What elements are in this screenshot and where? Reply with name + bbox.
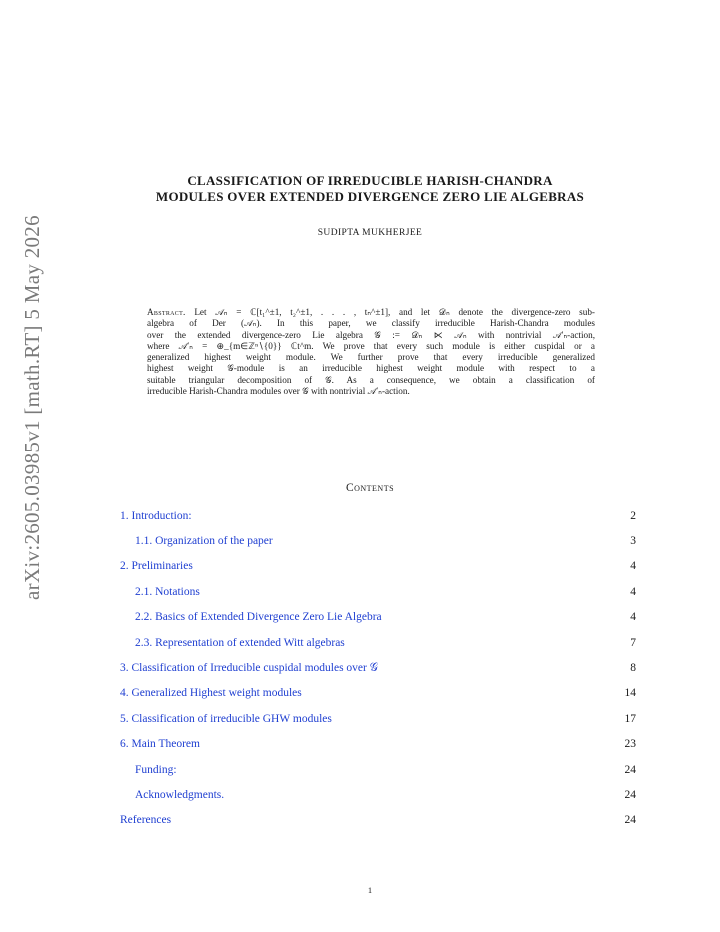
toc-link-acknowledgments[interactable]: Acknowledgments. — [135, 789, 225, 801]
toc-row — [0, 635, 720, 651]
author-name: SUDIPTA MUKHERJEE — [317, 228, 423, 238]
toc-row — [0, 736, 720, 752]
title-line-1: CLASSIFICATION OF IRREDUCIBLE HARISH-CHANDRA — [187, 173, 553, 188]
abstract-line: where 𝒜′ₙ = ⊕_{m∈ℤⁿ∖{0}} ℂt^m. We prove that every such module is either cuspidal or a — [147, 340, 595, 351]
toc-page-number: 17 — [624, 713, 636, 725]
abstract-line-text: Let 𝒜ₙ = ℂ[t₁^±1, t₂^±1, . . . , tₙ^±1], and let 𝒟ₙ denote the divergence-zero sub- — [194, 307, 595, 317]
abstract-line: suitable triangular decomposition of 𝒢. As a consequence, we obtain a classification of — [147, 374, 595, 385]
toc-page-number: 24 — [624, 789, 636, 801]
toc-row — [0, 685, 720, 701]
toc-row — [0, 609, 720, 625]
arxiv-identifier-stamp: arXiv:2605.03985v1 [math.RT] 5 May 2026 — [20, 215, 44, 600]
toc-page-number: 24 — [624, 764, 636, 776]
toc-page-number: 23 — [624, 738, 636, 750]
toc-link-main-theorem[interactable]: 6. Main Theorem — [120, 738, 200, 750]
toc-link-preliminaries[interactable]: 2. Preliminaries — [120, 560, 193, 572]
toc-link-funding[interactable]: Funding: — [135, 764, 177, 776]
toc-page-number: 4 — [630, 611, 636, 623]
toc-row — [0, 762, 720, 778]
toc-link-references[interactable]: References — [120, 814, 172, 826]
toc-row — [0, 558, 720, 574]
title-line-2: MODULES OVER EXTENDED DIVERGENCE ZERO LIE ALGEBRAS — [155, 189, 585, 204]
toc-page-number: 4 — [630, 560, 636, 572]
toc-link-ghw-modules[interactable]: 4. Generalized Highest weight modules — [120, 687, 302, 699]
toc-link-basics[interactable]: 2.2. Basics of Extended Divergence Zero Lie Algebra — [135, 611, 382, 623]
toc-page-number: 14 — [624, 687, 636, 699]
abstract-line: irreducible Harish-Chandra modules over 𝒢 with nontrivial 𝒜′ₙ-action. — [147, 386, 410, 397]
abstract-line: algebra of Der (𝒜ₙ). In this paper, we classify irreducible Harish-Chandra modules — [147, 318, 595, 329]
toc-row — [0, 508, 720, 524]
toc-page-number: 2 — [630, 510, 636, 522]
toc-link-organization[interactable]: 1.1. Organization of the paper — [135, 535, 273, 547]
toc-page-number: 4 — [630, 586, 636, 598]
toc-link-notations[interactable]: 2.1. Notations — [135, 586, 200, 598]
page-number: 1 — [367, 885, 373, 895]
toc-page-number: 3 — [630, 535, 636, 547]
toc-link-introduction[interactable]: 1. Introduction: — [120, 510, 192, 522]
toc-page-number: 24 — [624, 814, 636, 826]
toc-row — [0, 711, 720, 727]
abstract-line: highest weight 𝒢-module is an irreducible highest weight module with respect to a — [147, 363, 595, 374]
abstract-line: generalized highest weight module. We further prove that every irreducible generalized — [147, 352, 595, 363]
toc-page-number: 7 — [630, 637, 636, 649]
toc-row — [0, 787, 720, 803]
toc-row — [0, 584, 720, 600]
toc-row — [0, 533, 720, 549]
toc-page-number: 8 — [630, 662, 636, 674]
contents-heading: Contents — [345, 482, 395, 494]
abstract-heading: Abstract. — [147, 307, 186, 317]
toc-link-representation[interactable]: 2.3. Representation of extended Witt algebras — [135, 637, 345, 649]
toc-link-cuspidal[interactable]: 3. Classification of Irreducible cuspidal modules over 𝒢 — [120, 662, 378, 674]
toc-row — [0, 812, 720, 828]
toc-row — [0, 660, 720, 676]
abstract-line: over the extended divergence-zero Lie algebra 𝒢 := 𝒟ₙ ⋉ 𝒜ₙ with nontrivial 𝒜′ₙ-action, — [147, 329, 595, 340]
toc-link-classification-ghw[interactable]: 5. Classification of irreducible GHW modules — [120, 713, 332, 725]
